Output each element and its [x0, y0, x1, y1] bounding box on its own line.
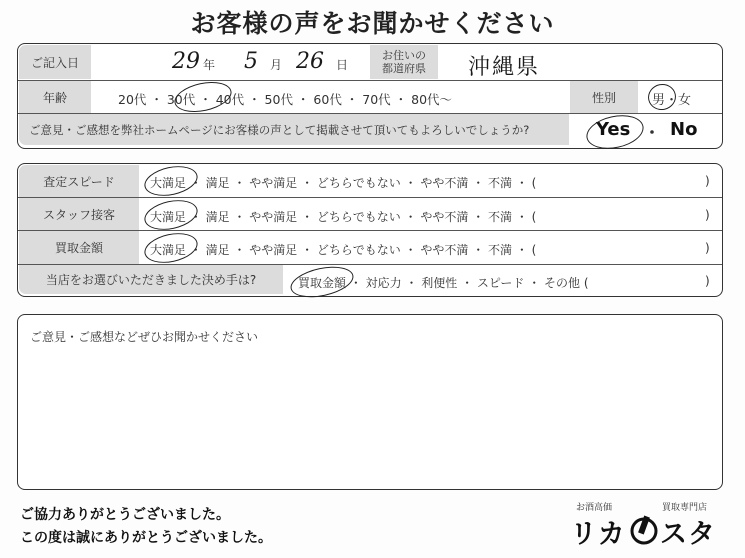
rating-label-staff: スタッフ接客 [19, 198, 139, 230]
thanks-line-2: この度は誠にありがとうございました。 [20, 530, 272, 546]
decision-close-paren: ) [705, 274, 710, 288]
rating-label-price: 買取金額 [19, 231, 139, 264]
month-value: 5 [244, 49, 258, 74]
decision-question: 当店をお選びいただきました決め手は? [19, 265, 283, 294]
yes-option: Yes [596, 119, 631, 140]
comments-prompt: ご意見・ご感想などぜひお聞かせください [30, 330, 259, 344]
age-label: 年齢 [19, 81, 91, 113]
no-option: No [670, 119, 698, 140]
month-unit: 月 [270, 58, 283, 72]
rating-options-speed: 大満足 ・ 満足 ・ やや満足 ・ どちらでもない ・ やや不満 ・ 不満 ・ ( [150, 176, 537, 190]
decision-options: 買取金額 ・ 対応力 ・ 利便性 ・ スピード ・ その他 ( [298, 276, 589, 290]
day-unit: 日 [336, 58, 349, 72]
page-title: お客様の声をお聞かせください [190, 9, 555, 38]
company-logo [566, 500, 726, 552]
gender-label: 性別 [570, 81, 638, 113]
prefecture-value: 沖縄県 [468, 55, 541, 80]
rating-close-paren: ) [705, 241, 710, 255]
logo-tagline-right: 買取専門店 [662, 503, 708, 513]
logo-bottle-icon [629, 514, 659, 546]
day-value: 26 [296, 49, 324, 74]
publish-permission-question: ご意見・ご感想を弊社ホームページにお客様の声として掲載させて頂いてもよろしいでしょうか? [19, 114, 569, 145]
prefecture-label [370, 45, 438, 79]
rating-close-paren: ) [705, 174, 710, 188]
rating-label-speed: 査定スピード [19, 165, 139, 197]
prefecture-label-line2: 都道府県 [382, 62, 426, 75]
age-options: 20代 ・ 30代 ・ 40代 ・ 50代 ・ 60代 ・ 70代 ・ 80代〜 [118, 92, 453, 107]
option-separator: ・ [644, 123, 661, 142]
prefecture-label-line1: お住いの [382, 49, 426, 62]
year-value: 29 [172, 49, 200, 74]
logo-name-left: リカ [570, 519, 626, 550]
thanks-line-1: ご協力ありがとうございました。 [20, 507, 230, 523]
rating-options-staff: 大満足 ・ 満足 ・ やや満足 ・ どちらでもない ・ やや不満 ・ 不満 ・ ( [150, 210, 537, 224]
rating-options-price: 大満足 ・ 満足 ・ やや満足 ・ どちらでもない ・ やや不満 ・ 不満 ・ ( [150, 243, 537, 257]
logo-name-right: スタ [660, 519, 716, 550]
date-label: ご記入日 [19, 45, 91, 79]
year-unit: 年 [203, 58, 216, 72]
logo-tagline-left: お酒高価 [576, 503, 613, 513]
rating-close-paren: ) [705, 208, 710, 222]
gender-options: 男・女 [652, 93, 692, 108]
